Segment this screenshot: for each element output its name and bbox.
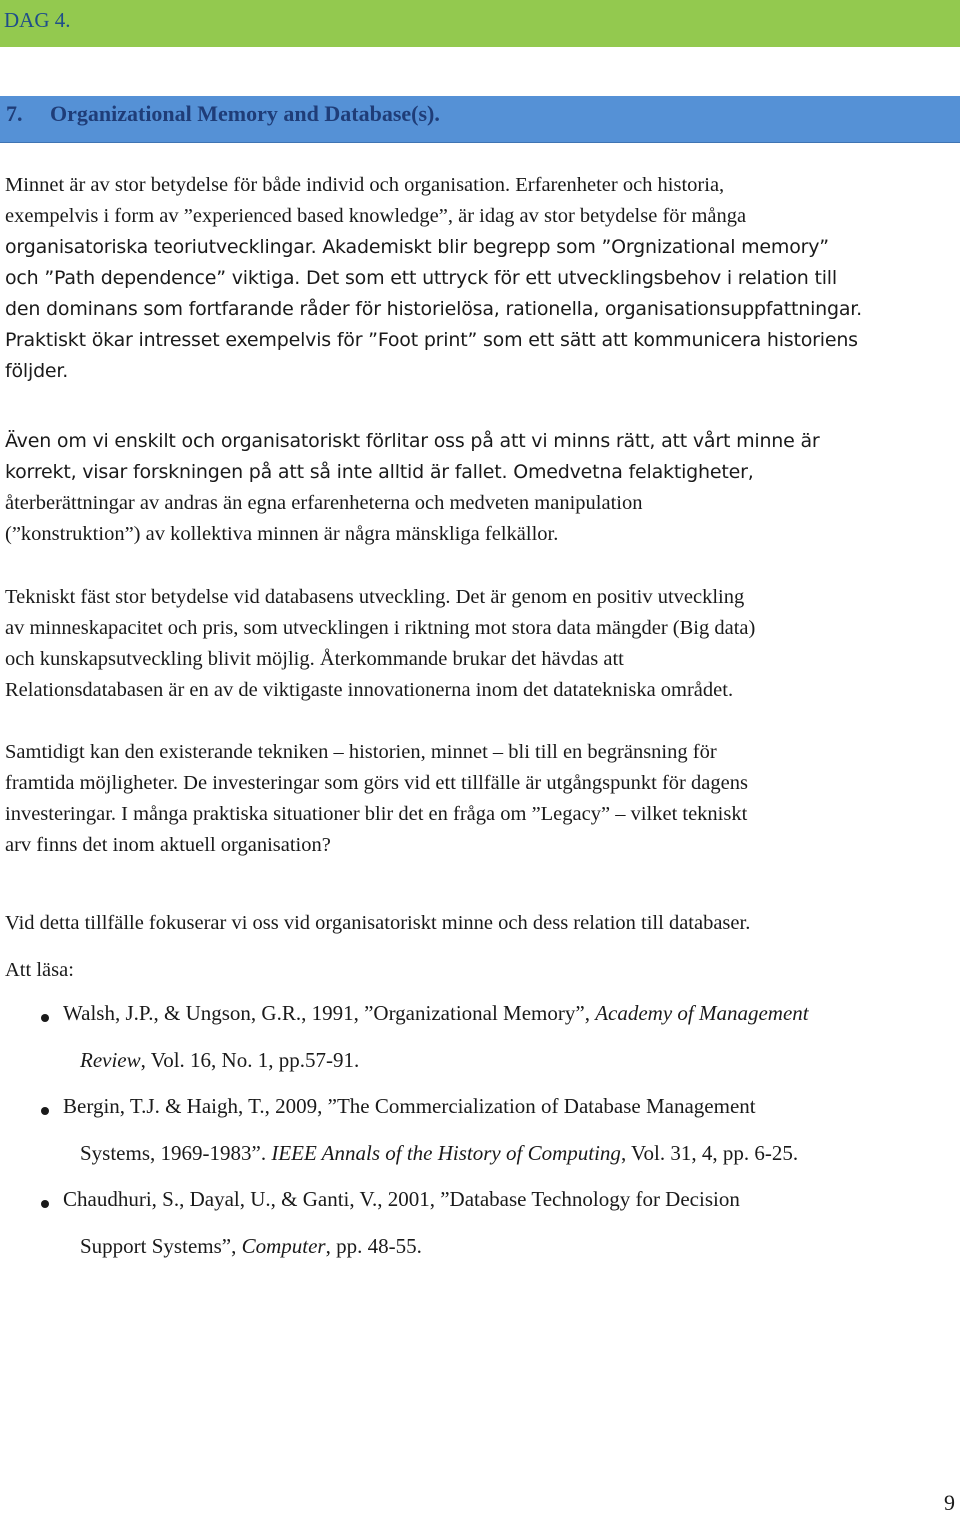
- section-header-band: [0, 96, 960, 143]
- reference-text: Walsh, J.P., & Ungson, G.R., 1991, ”Organizational Memory”,: [63, 1001, 596, 1025]
- bullet-icon: [41, 1107, 49, 1115]
- text-line: och kunskapsutveckling blivit möjlig. Återkommande brukar det hävdas att: [5, 648, 624, 670]
- day-heading: DAG 4.: [4, 8, 71, 32]
- reference-title-italic: Computer: [241, 1234, 326, 1258]
- reference-line: [63, 1094, 756, 1119]
- day-header-band: [0, 0, 960, 47]
- bullet-icon: [41, 1200, 49, 1208]
- bullet-icon: [41, 1014, 49, 1022]
- paragraph-memory-reliability: [5, 426, 955, 550]
- text-line: följder.: [5, 360, 69, 382]
- text-line: Minnet är av stor betydelse för både individ och organisation. Erfarenheter och historia,: [5, 174, 725, 196]
- section-title: 7. Organizational Memory and Database(s).: [6, 101, 440, 126]
- paragraph-database-tech: [5, 582, 955, 706]
- text-line: exempelvis i form av ”experienced based knowledge”, är idag av stor betydelse för många: [5, 205, 747, 227]
- reference-text: Support Systems”,: [80, 1234, 242, 1258]
- reference-item: [0, 1186, 960, 1279]
- text-line: och ”Path dependence” viktiga. Det som ett uttryck för ett utvecklingsbehov i relation till: [5, 267, 837, 289]
- text-line: investeringar. I många praktiska situationer blir det en fråga om ”Legacy” – vilket tekniskt: [5, 803, 748, 825]
- text-line: arv finns det inom aktuell organisation?: [5, 834, 331, 856]
- reference-text: , pp. 48-55.: [325, 1234, 422, 1258]
- paragraph-focus: [5, 908, 955, 939]
- reference-text: , Vol. 31, 4, pp. 6-25.: [620, 1141, 799, 1165]
- text-line: framtida möjligheter. De investeringar som görs vid ett tillfälle är utgångspunkt för dagens: [5, 772, 748, 794]
- text-line: Praktiskt ökar intresset exempelvis för ”Foot print” som ett sätt att kommunicera historiens: [5, 329, 858, 351]
- text-line: Tekniskt fäst stor betydelse vid databasens utveckling. Det är genom en positiv utveckling: [5, 586, 745, 608]
- page-number: 9: [944, 1490, 955, 1515]
- reference-text: Bergin, T.J. & Haigh, T., 2009, ”The Commercialization of Database Management: [63, 1094, 756, 1118]
- reference-title-italic: Review: [80, 1048, 141, 1072]
- text-line: organisatoriska teoriutvecklingar. Akademiskt blir begrepp som ”Orgnizational memory”: [5, 236, 829, 258]
- text-line: Även om vi enskilt och organisatoriskt förlitar oss på att vi minns rätt, att vårt minne är: [5, 430, 820, 452]
- reference-title-italic: Academy of Management: [595, 1001, 809, 1025]
- reference-line: [63, 1187, 740, 1212]
- text-line: Relationsdatabasen är en av de viktigaste innovationerna inom det datatekniska området.: [5, 679, 734, 701]
- paragraph-legacy: [5, 737, 955, 861]
- reference-text: Chaudhuri, S., Dayal, U., & Ganti, V., 2001, ”Database Technology for Decision: [63, 1187, 740, 1211]
- text-line: (”konstruktion”) av kollektiva minnen är några mänskliga felkällor.: [5, 523, 559, 545]
- reference-line: [80, 1048, 359, 1073]
- text-line: Att läsa:: [5, 959, 74, 981]
- text-line: återberättningar av andras än egna erfarenheterna och medveten manipulation: [5, 492, 643, 514]
- text-line: den dominans som fortfarande råder för historielösa, rationella, organisationsuppfattningar.: [5, 298, 863, 320]
- reference-text: Systems, 1969-1983”.: [80, 1141, 272, 1165]
- text-line: Vid detta tillfälle fokuserar vi oss vid organisatoriskt minne och dess relation till databaser.: [5, 912, 751, 934]
- reference-item: [0, 1093, 960, 1186]
- reference-line: [80, 1234, 422, 1259]
- reference-item: [0, 1000, 960, 1093]
- reference-title-italic: IEEE Annals of the History of Computing: [271, 1141, 621, 1165]
- reading-list: [0, 1000, 960, 1279]
- text-line: av minneskapacitet och pris, som utvecklingen i riktning mot stora data mängder (Big data): [5, 617, 756, 639]
- text-line: korrekt, visar forskningen på att så inte alltid är fallet. Omedvetna felaktigheter,: [5, 461, 754, 483]
- text-line: Samtidigt kan den existerande tekniken – historien, minnet – bli till en begränsning för: [5, 741, 717, 763]
- reference-text: , Vol. 16, No. 1, pp.57-91.: [140, 1048, 360, 1072]
- reading-list-heading: [5, 955, 955, 986]
- paragraph-memory-intro: [5, 170, 955, 387]
- reference-line: [63, 1001, 809, 1026]
- reference-line: [80, 1141, 798, 1166]
